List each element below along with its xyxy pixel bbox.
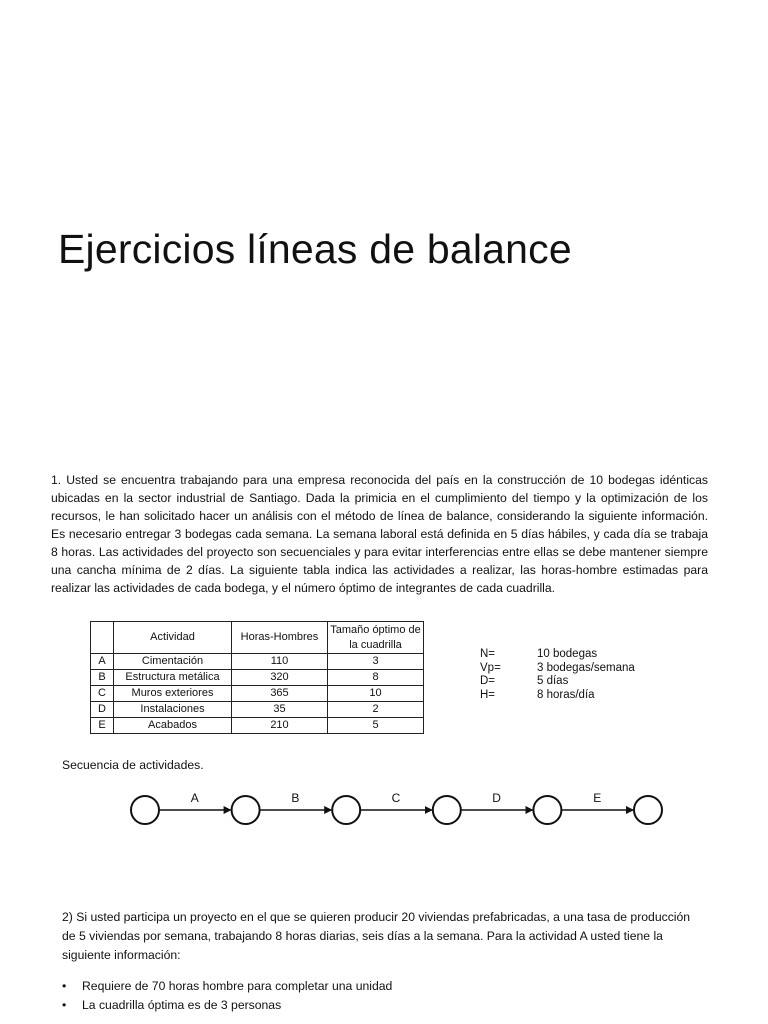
param-value: 5 días <box>537 675 569 687</box>
param-key: H= <box>480 688 496 701</box>
row-activity: Instalaciones <box>114 702 232 718</box>
sequence-node <box>634 796 662 824</box>
table-row <box>91 718 424 734</box>
param-value: 3 bodegas/semana <box>537 661 635 674</box>
param-key: N= <box>480 648 496 660</box>
table-row <box>91 654 424 670</box>
row-id: A <box>91 654 114 670</box>
sequence-activity-label: D <box>492 791 501 805</box>
table-header-row <box>91 622 424 654</box>
list-item-text: La cuadrilla óptima es de 3 personas <box>82 998 282 1012</box>
param-value: 8 horas/día <box>537 688 595 701</box>
param-value: 10 bodegas <box>537 648 598 660</box>
row-crew-size: 3 <box>328 654 424 670</box>
table-row <box>91 686 424 702</box>
param-row <box>480 675 635 689</box>
param-key: Vp= <box>480 661 501 674</box>
sequence-activity-label: E <box>593 791 602 805</box>
bullet-icon: • <box>62 979 67 993</box>
row-crew-size: 5 <box>328 718 424 734</box>
problem-1-text: 1. Usted se encuentra trabajando para una empresa reconocida del país en la construcción de 10 bodegas idénticas ubicadas en la sector industrial de Santiago. Dada la primicia en el cumplimiento del tiempo y la optimización de los recursos, le han solicitado hacer un análisis con el método de línea de balance, considerando la siguiente información. Es necesario entregar 3 bodegas cada semana. La semana laboral está definida en 5 días hábiles, y cada día se trabaja 8 horas. Las actividades del proyecto son secuenciales y para evitar interferencias entre ellas se debe mantener siempre una cancha mínima de 2 días. La siguiente tabla indica las actividades a realizar, las horas-hombre estimadas para realizar las actividades de cada bodega, y el número óptimo de integrantes de cada cuadrilla. <box>51 473 708 595</box>
list-item-text: Requiere de 70 horas hombre para completar una unidad <box>82 979 393 993</box>
sequence-node <box>332 796 360 824</box>
row-man-hours: 35 <box>232 702 328 718</box>
sequence-node <box>232 796 260 824</box>
sequence-node <box>533 796 561 824</box>
row-crew-size: 8 <box>328 670 424 686</box>
header-id <box>91 622 114 654</box>
activities-table <box>90 621 424 734</box>
problem-2-text: 2) Si usted participa un proyecto en el que se quieren producir 20 viviendas prefabricadas, a una tasa de producción de 5 viviendas por semana, trabajando 8 horas diarias, seis días a la semana. Para la actividad A usted tiene la siguiente información: <box>62 910 691 962</box>
list-item <box>62 996 392 1015</box>
table-row <box>91 670 424 686</box>
list-item <box>62 977 392 996</box>
param-row <box>480 662 635 676</box>
activity-sequence-diagram <box>120 786 670 836</box>
sequence-node <box>131 796 159 824</box>
parameters-list <box>480 648 635 702</box>
row-activity: Muros exteriores <box>114 686 232 702</box>
problem-2-bullets <box>62 977 392 1015</box>
sequence-label: Secuencia de actividades. <box>62 758 204 772</box>
sequence-activity-label: B <box>291 791 300 805</box>
header-man-hours: Horas-Hombres <box>232 622 328 654</box>
header-crew-size: Tamaño óptimo de la cuadrilla <box>328 622 424 654</box>
sequence-activity-label: A <box>190 791 199 805</box>
bullet-icon: • <box>62 998 67 1012</box>
row-id: E <box>91 718 114 734</box>
param-row <box>480 648 635 662</box>
row-man-hours: 320 <box>232 670 328 686</box>
page-title: Ejercicios líneas de balance <box>58 226 572 272</box>
param-key: D= <box>480 675 496 687</box>
row-activity: Estructura metálica <box>114 670 232 686</box>
row-activity: Acabados <box>114 718 232 734</box>
header-activity: Actividad <box>114 622 232 654</box>
row-crew-size: 2 <box>328 702 424 718</box>
row-man-hours: 210 <box>232 718 328 734</box>
param-row <box>480 689 635 703</box>
sequence-node <box>433 796 461 824</box>
row-id: D <box>91 702 114 718</box>
row-crew-size: 10 <box>328 686 424 702</box>
row-id: C <box>91 686 114 702</box>
row-man-hours: 110 <box>232 654 328 670</box>
sequence-activity-label: C <box>391 791 401 805</box>
row-activity: Cimentación <box>114 654 232 670</box>
row-man-hours: 365 <box>232 686 328 702</box>
table-row <box>91 702 424 718</box>
row-id: B <box>91 670 114 686</box>
